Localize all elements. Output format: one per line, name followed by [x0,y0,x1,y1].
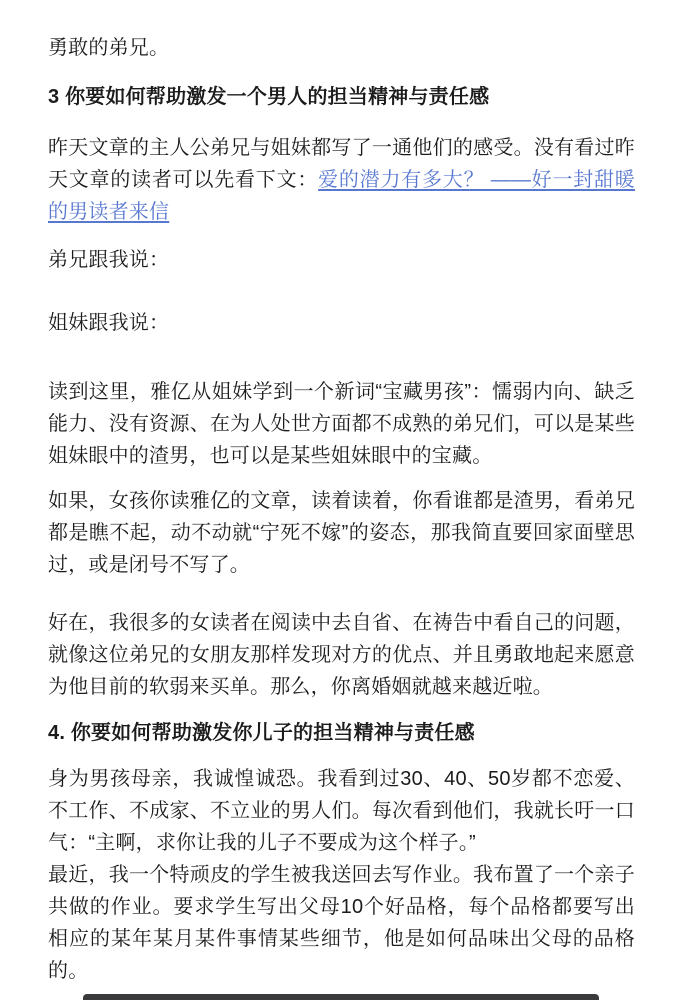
section-4-heading: 4. 你要如何帮助激发你儿子的担当精神与责任感 [48,722,475,744]
article-link[interactable]: 爱的潜力有多大？ ——好一封甜暖的男读者来信 [48,169,635,223]
bottom-sheet-edge [83,994,599,1000]
paragraph-mother-line2: 最近，我一个特顽皮的学生被我送回去写作业。我布置了一个亲子共做的作业。要求学生写出父母10个好品格，每个品格都要写出相应的某年某月某件事情某些细节，他是如何品味出父母的品格的。 [48,864,635,982]
sister-said-line: 姐妹跟我说： [48,312,170,334]
paragraph-mother-line1: 身为男孩母亲，我诚惶诚恐。我看到过30、40、50岁都不恋爱、不工作、不成家、不立业的男人们。每次看到他们，我就长吁一口气：“主啊，求你让我的儿子不要成为这个样子。” [48,768,635,854]
paragraph-yesterday-text: 昨天文章的主人公弟兄与姐妹都写了一通他们的感受。没有看过昨天文章的读者可以先看下文： [48,137,635,191]
intro-line: 勇敢的弟兄。 [48,37,170,59]
paragraph-if-girl: 如果，女孩你读雅亿的文章，读着读着，你看谁都是渣男，看弟兄都是瞧不起，动不动就“宁死不嫁”的姿态，那我简直要回家面壁思过，或是闭号不写了。 [48,490,635,576]
paragraph-fortunately: 好在，我很多的女读者在阅读中去自省、在祷告中看自己的问题，就像这位弟兄的女朋友那样发现对方的优点、并且勇敢地起来愿意为他目前的软弱来买单。那么，你离婚姻就越来越近啦。 [48,612,635,698]
paragraph-treasure-boy: 读到这里，雅亿从姐妹学到一个新词“宝藏男孩”：懦弱内向、缺乏能力、没有资源、在为人处世方面都不成熟的弟兄们，可以是某些姐妹眼中的渣男，也可以是某些姐妹眼中的宝藏。 [48,381,635,467]
brother-said-line: 弟兄跟我说： [48,249,170,271]
section-3-heading: 3 你要如何帮助激发一个男人的担当精神与责任感 [48,86,490,108]
paragraph-mother-block [48,763,635,987]
paragraph-yesterday [48,132,635,228]
